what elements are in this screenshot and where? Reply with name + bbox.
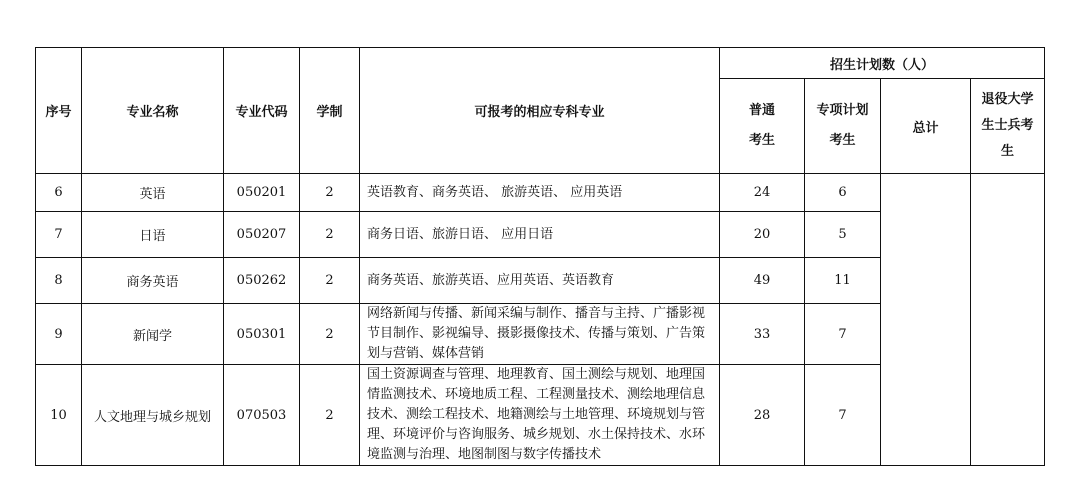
cell-duration: 2 xyxy=(300,212,360,258)
cell-general: 24 xyxy=(720,174,805,212)
cell-general: 49 xyxy=(720,258,805,304)
cell-major-code: 070503 xyxy=(224,365,300,466)
cell-seq: 8 xyxy=(36,258,82,304)
cell-major-name: 新闻学 xyxy=(82,304,224,365)
cell-major-code: 050262 xyxy=(224,258,300,304)
cell-special: 11 xyxy=(805,258,881,304)
header-seq: 序号 xyxy=(36,48,82,174)
cell-major-name: 人文地理与城乡规划 xyxy=(82,365,224,466)
header-special xyxy=(805,79,881,174)
cell-general: 33 xyxy=(720,304,805,365)
cell-eligible-majors: 商务日语、旅游日语、 应用日语 xyxy=(360,212,720,258)
cell-duration: 2 xyxy=(300,258,360,304)
cell-veteran xyxy=(971,174,1045,466)
header-veteran xyxy=(971,79,1045,174)
header-duration: 学制 xyxy=(300,48,360,174)
cell-seq: 9 xyxy=(36,304,82,365)
header-general-line2: 考生 xyxy=(748,133,775,148)
cell-eligible-majors: 英语教育、商务英语、 旅游英语、 应用英语 xyxy=(360,174,720,212)
header-veteran-line3: 生 xyxy=(1001,144,1015,159)
cell-eligible-majors: 网络新闻与传播、新闻采编与制作、播音与主持、广播影视节目制作、影视编导、摄影摄像技术、传播与策划、广告策划与营销、媒体营销 xyxy=(360,304,720,365)
header-major-name: 专业名称 xyxy=(82,48,224,174)
cell-eligible-majors: 国土资源调查与管理、地理教育、国土测绘与规划、地理国情监测技术、环境地质工程、工程测量技术、测绘地理信息技术、测绘工程技术、地籍测绘与土地管理、环境规划与管理、环境评价与咨询服务、城乡规划、水土保持技术、水环境监测与治理、地图制图与数字传播技术 xyxy=(360,365,720,466)
header-eligible-majors: 可报考的相应专科专业 xyxy=(360,48,720,174)
cell-total xyxy=(881,174,971,466)
admission-plan-table xyxy=(35,47,1045,466)
cell-major-code: 050301 xyxy=(224,304,300,365)
cell-seq: 6 xyxy=(36,174,82,212)
cell-duration: 2 xyxy=(300,304,360,365)
cell-eligible-majors: 商务英语、旅游英语、应用英语、英语教育 xyxy=(360,258,720,304)
header-general xyxy=(720,79,805,174)
cell-special: 5 xyxy=(805,212,881,258)
cell-special: 6 xyxy=(805,174,881,212)
header-plan-group: 招生计划数（人） xyxy=(720,48,1045,79)
cell-major-code: 050201 xyxy=(224,174,300,212)
header-special-line1: 专项计划 xyxy=(816,103,869,118)
cell-special: 7 xyxy=(805,365,881,466)
header-major-code: 专业代码 xyxy=(224,48,300,174)
cell-special: 7 xyxy=(805,304,881,365)
header-veteran-line1: 退役大学 xyxy=(981,92,1034,107)
cell-duration: 2 xyxy=(300,174,360,212)
cell-general: 28 xyxy=(720,365,805,466)
cell-duration: 2 xyxy=(300,365,360,466)
header-special-line2: 考生 xyxy=(829,133,856,148)
header-general-line1: 普通 xyxy=(748,103,775,118)
cell-seq: 7 xyxy=(36,212,82,258)
header-total: 总计 xyxy=(881,79,971,174)
table-row xyxy=(36,174,1045,212)
header-row-1 xyxy=(36,48,1045,79)
cell-major-code: 050207 xyxy=(224,212,300,258)
cell-major-name: 日语 xyxy=(82,212,224,258)
cell-seq: 10 xyxy=(36,365,82,466)
header-veteran-line2: 生士兵考 xyxy=(981,118,1034,133)
cell-major-name: 商务英语 xyxy=(82,258,224,304)
cell-general: 20 xyxy=(720,212,805,258)
cell-major-name: 英语 xyxy=(82,174,224,212)
